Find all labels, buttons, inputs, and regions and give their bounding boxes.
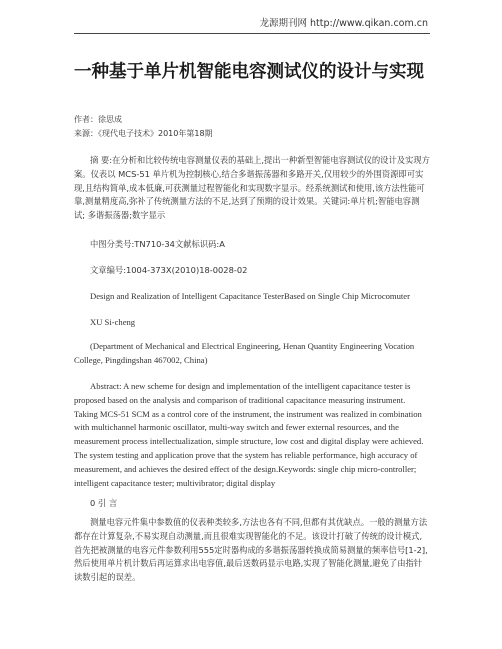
source-line: 来源：《现代电子技术》2010年第18期 bbox=[74, 129, 213, 138]
english-affiliation: (Department of Mechanical and Electrical Engineering, Henan Quantity Engineering Vocation College, Pingdingshan 467002, China) bbox=[74, 341, 415, 365]
classification-number: 中图分类号:TN710-34文献标识码:A bbox=[90, 239, 225, 249]
english-title: Design and Realization of Intelligent Capacitance TesterBased on Single Chip Microcomuter bbox=[90, 291, 410, 301]
header-divider bbox=[74, 33, 430, 34]
english-abstract: Abstract: A new scheme for design and implementation of the intelligent capacitance tester is proposed based on the analysis and comparison of traditional capacitance measuring instrument. Taking MCS-51 SCM as a control core of the instrument, the instrument was realized in combination with multichannel harmonic oscillator, multi-way switch and fewer external resources, and the measurement process intellectualization, simple structure, low cost and digital display were achieved. The system testing and application prove that the system has reliable performance, high accuracy of measurement, and achieves the desired effect of the design.Keywords: single chip micro-controller; intelligent capacitance tester; multivibrator; digital display bbox=[74, 381, 424, 488]
journal-header: 龙源期刊网 http://www.qikan.com.cn bbox=[259, 18, 428, 29]
introduction-paragraph: 测量电容元件集中参数值的仪表种类较多,方法也各有不同,但都有其优缺点。一般的测量方法都存在计算复杂,不易实现自动测量,而且很难实现智能化的不足。该设计打破了传统的设计模式,首先把被测量的电容元件参数利用555定时器构成的多谐振荡器转换成简易测量的频率信号[1-2],然后使用单片机计数后再运算求出电容值,最后送数码显示电路,实现了智能化测量,避免了由指针读数引起的误差。 bbox=[74, 517, 428, 583]
english-author: XU Si-cheng bbox=[90, 317, 136, 327]
section-heading-introduction: 0 引 言 bbox=[90, 498, 118, 508]
article-title: 一种基于单片机智能电容测试仪的设计与实现 bbox=[74, 62, 424, 82]
author-line: 作者：徐思成 bbox=[74, 115, 122, 124]
article-number: 文章编号:1004-373X(2010)18-0028-02 bbox=[90, 265, 248, 275]
chinese-abstract: 摘 要:在分析和比较传统电容测量仪表的基础上,提出一种新型智能电容测试仪的设计及实现方案。仪表以 MCS-51 单片机为控制核心,结合多谐振荡器和多路开关,仅用较少的外围资源即可实现,且结构简单,成本低廉,可获测量过程智能化和实现数字显示。经系统测试和使用,该方法性能可靠,测量精度高,弥补了传统测量方法的不足,达到了预期的设计效果。关键词:单片机;智能电容测试; 多谐振荡器;数字显示 bbox=[74, 155, 430, 221]
